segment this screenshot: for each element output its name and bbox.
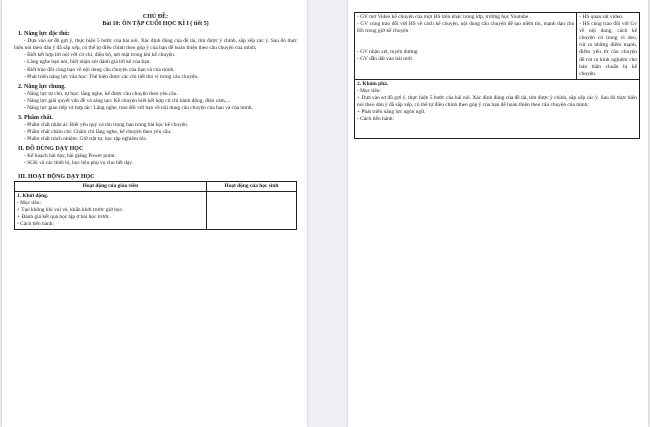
table-line: - GV dẫn dắt vào bài mới bbox=[357, 56, 412, 63]
paragraph: - SGK và các thiết bị, học liệu phụ vụ cho tiết dạy. bbox=[24, 160, 133, 167]
section-heading-4: II. ĐỒ DÙNG DẠY HỌC bbox=[18, 146, 84, 153]
paragraph: - Phát triển năng lực văn học: Thể hiện được các chi tiết thú vị trong câu chuyện. bbox=[24, 73, 199, 80]
paragraph: - Năng lực tự chủ, tự học: lắng nghe, kể được câu chuyện theo yêu cầu. bbox=[24, 90, 178, 97]
table-line: + Phát triển năng lực ngôn ngữ. bbox=[357, 109, 426, 116]
table-line: - GV mở Video kể chuyện của một HS trên khác trong lớp, trường học Youtube . bbox=[357, 14, 531, 20]
paragraph: - Phẩm chất chăm chỉ: Chăm chỉ lắng nghe, kể chuyện theo yêu cầu. bbox=[24, 129, 172, 136]
spacer bbox=[357, 35, 574, 49]
section-heading-5: III. HOẠT ĐỘNG DẠY HỌC bbox=[18, 173, 95, 180]
table-line: + Đánh giá kết quả học tập ở bài học trước. bbox=[17, 213, 111, 220]
document-page-right bbox=[348, 0, 648, 427]
section-heading-3: 3. Phẩm chất. bbox=[18, 115, 53, 122]
activity-table bbox=[14, 181, 297, 231]
table-line: + Dựa vào sơ đồ gợi ý, thực hiện 5 bước của bài nói. Xác định đúng của đề tài, tìm được ý chính, sắp xếp các ý. Sau đó thực hiện nói theo dàn ý đã sắp xếp, có thể tự điều chỉnh theo góp ý của bạn để hoàn thiện theo câu chuyện của mình; bbox=[357, 95, 637, 109]
table-line: - GV cùng trao đổi với HS về cách kể chuyện, nội dung câu chuyện để tạo niềm tin, mạnh dạn cho HS trong giờ kể chuyện bbox=[357, 21, 575, 35]
lesson-title: Bài 10: ÔN TẬP CUỐI HỌC KÌ I ( tiết 5) bbox=[102, 21, 209, 28]
table-line: - HS cùng trao đổi với Gv về nội dung, cách kể chuyện có trong vi deo, rút ra những điểm mạnh, điểm yếu từ câu chuyện để rút ra kinh nghiệm cho bản thân chuẩn bị kể chuyện. bbox=[579, 21, 637, 77]
document-page-left bbox=[2, 0, 307, 427]
table-line: - GV nhận xét, tuyên dương bbox=[357, 49, 418, 56]
table-line: - HS quan sát video. bbox=[579, 14, 624, 20]
spacer bbox=[357, 123, 637, 137]
paragraph: - Biết trao đổi cùng bạn về nội dung câu chuyện của bạn và của mình. bbox=[24, 66, 175, 73]
activity-table-continued bbox=[354, 12, 640, 139]
paragraph: - Lắng nghe bạn nói, biết nhận xét đánh giá lời kể của bạn. bbox=[24, 59, 151, 66]
paragraph: - Năng lực giao tiếp và hợp tác: Lắng nghe, trao đổi với bạn về nội dung câu chuyện của bạn và của mình. bbox=[24, 104, 253, 111]
table-cell-student bbox=[206, 191, 296, 229]
table-line: - Cách tiến hành: bbox=[17, 220, 54, 227]
table-cell-teacher bbox=[15, 191, 207, 229]
paragraph: - Dựa vào sơ đồ gợi ý, thực hiện 5 bước của bài nói. Xác định đúng của đề tài, tìm được ý chính, sắp xếp các ý. Sau đó thực hiện nói theo dàn ý đã sắp xếp, có thể tự điều chỉnh theo góp ý của bạn để hoàn thiện theo câu chuyện của mình; bbox=[14, 38, 297, 52]
table-header-student: Hoạt động của học sinh bbox=[206, 181, 296, 191]
topic-heading: CHỦ ĐỀ: bbox=[142, 14, 169, 20]
table-cell-teacher bbox=[355, 13, 577, 80]
table-line: - Mục tiêu: bbox=[357, 87, 381, 94]
activity-title: 2. Khám phá. bbox=[357, 80, 389, 87]
section-heading-1: 1. Năng lực đặc thù: bbox=[18, 31, 70, 38]
paragraph: - Kế hoạch bài dạy, bài giảng Power point. bbox=[24, 153, 116, 160]
paragraph: - Phẩm chất nhân ái: Biết yêu quý và tôn trọng bạn trong bài học kể chuyện. bbox=[24, 122, 189, 129]
paragraph: - Biết kết hợp lời nói với cử chỉ, điệu bộ, nét mặt trong khi kể chuyện. bbox=[24, 52, 176, 59]
table-cell-full bbox=[355, 79, 640, 139]
section-heading-2: 2. Năng lực chung. bbox=[18, 83, 66, 90]
table-header-teacher: Hoạt động của giáo viên bbox=[15, 181, 207, 191]
activity-title: 1. Khởi động. bbox=[17, 192, 49, 199]
table-line: - Cách tiến hành: bbox=[357, 116, 394, 123]
table-line: + Tạo không khí vui vẻ, khấn khởi trước giờ học. bbox=[17, 206, 124, 213]
paragraph: - Phẩm chất trách nhiệm: Giữ trật tự, học tập nghiêm túc. bbox=[24, 136, 148, 143]
table-line: - Mục tiêu: bbox=[17, 199, 41, 206]
table-cell-student bbox=[577, 13, 640, 80]
paragraph: - Năng lực giải quyết vấn đề và sáng tạo: Kể chuyện biết kết hợp cử chỉ hành động, điệu cảm,... bbox=[24, 97, 231, 104]
